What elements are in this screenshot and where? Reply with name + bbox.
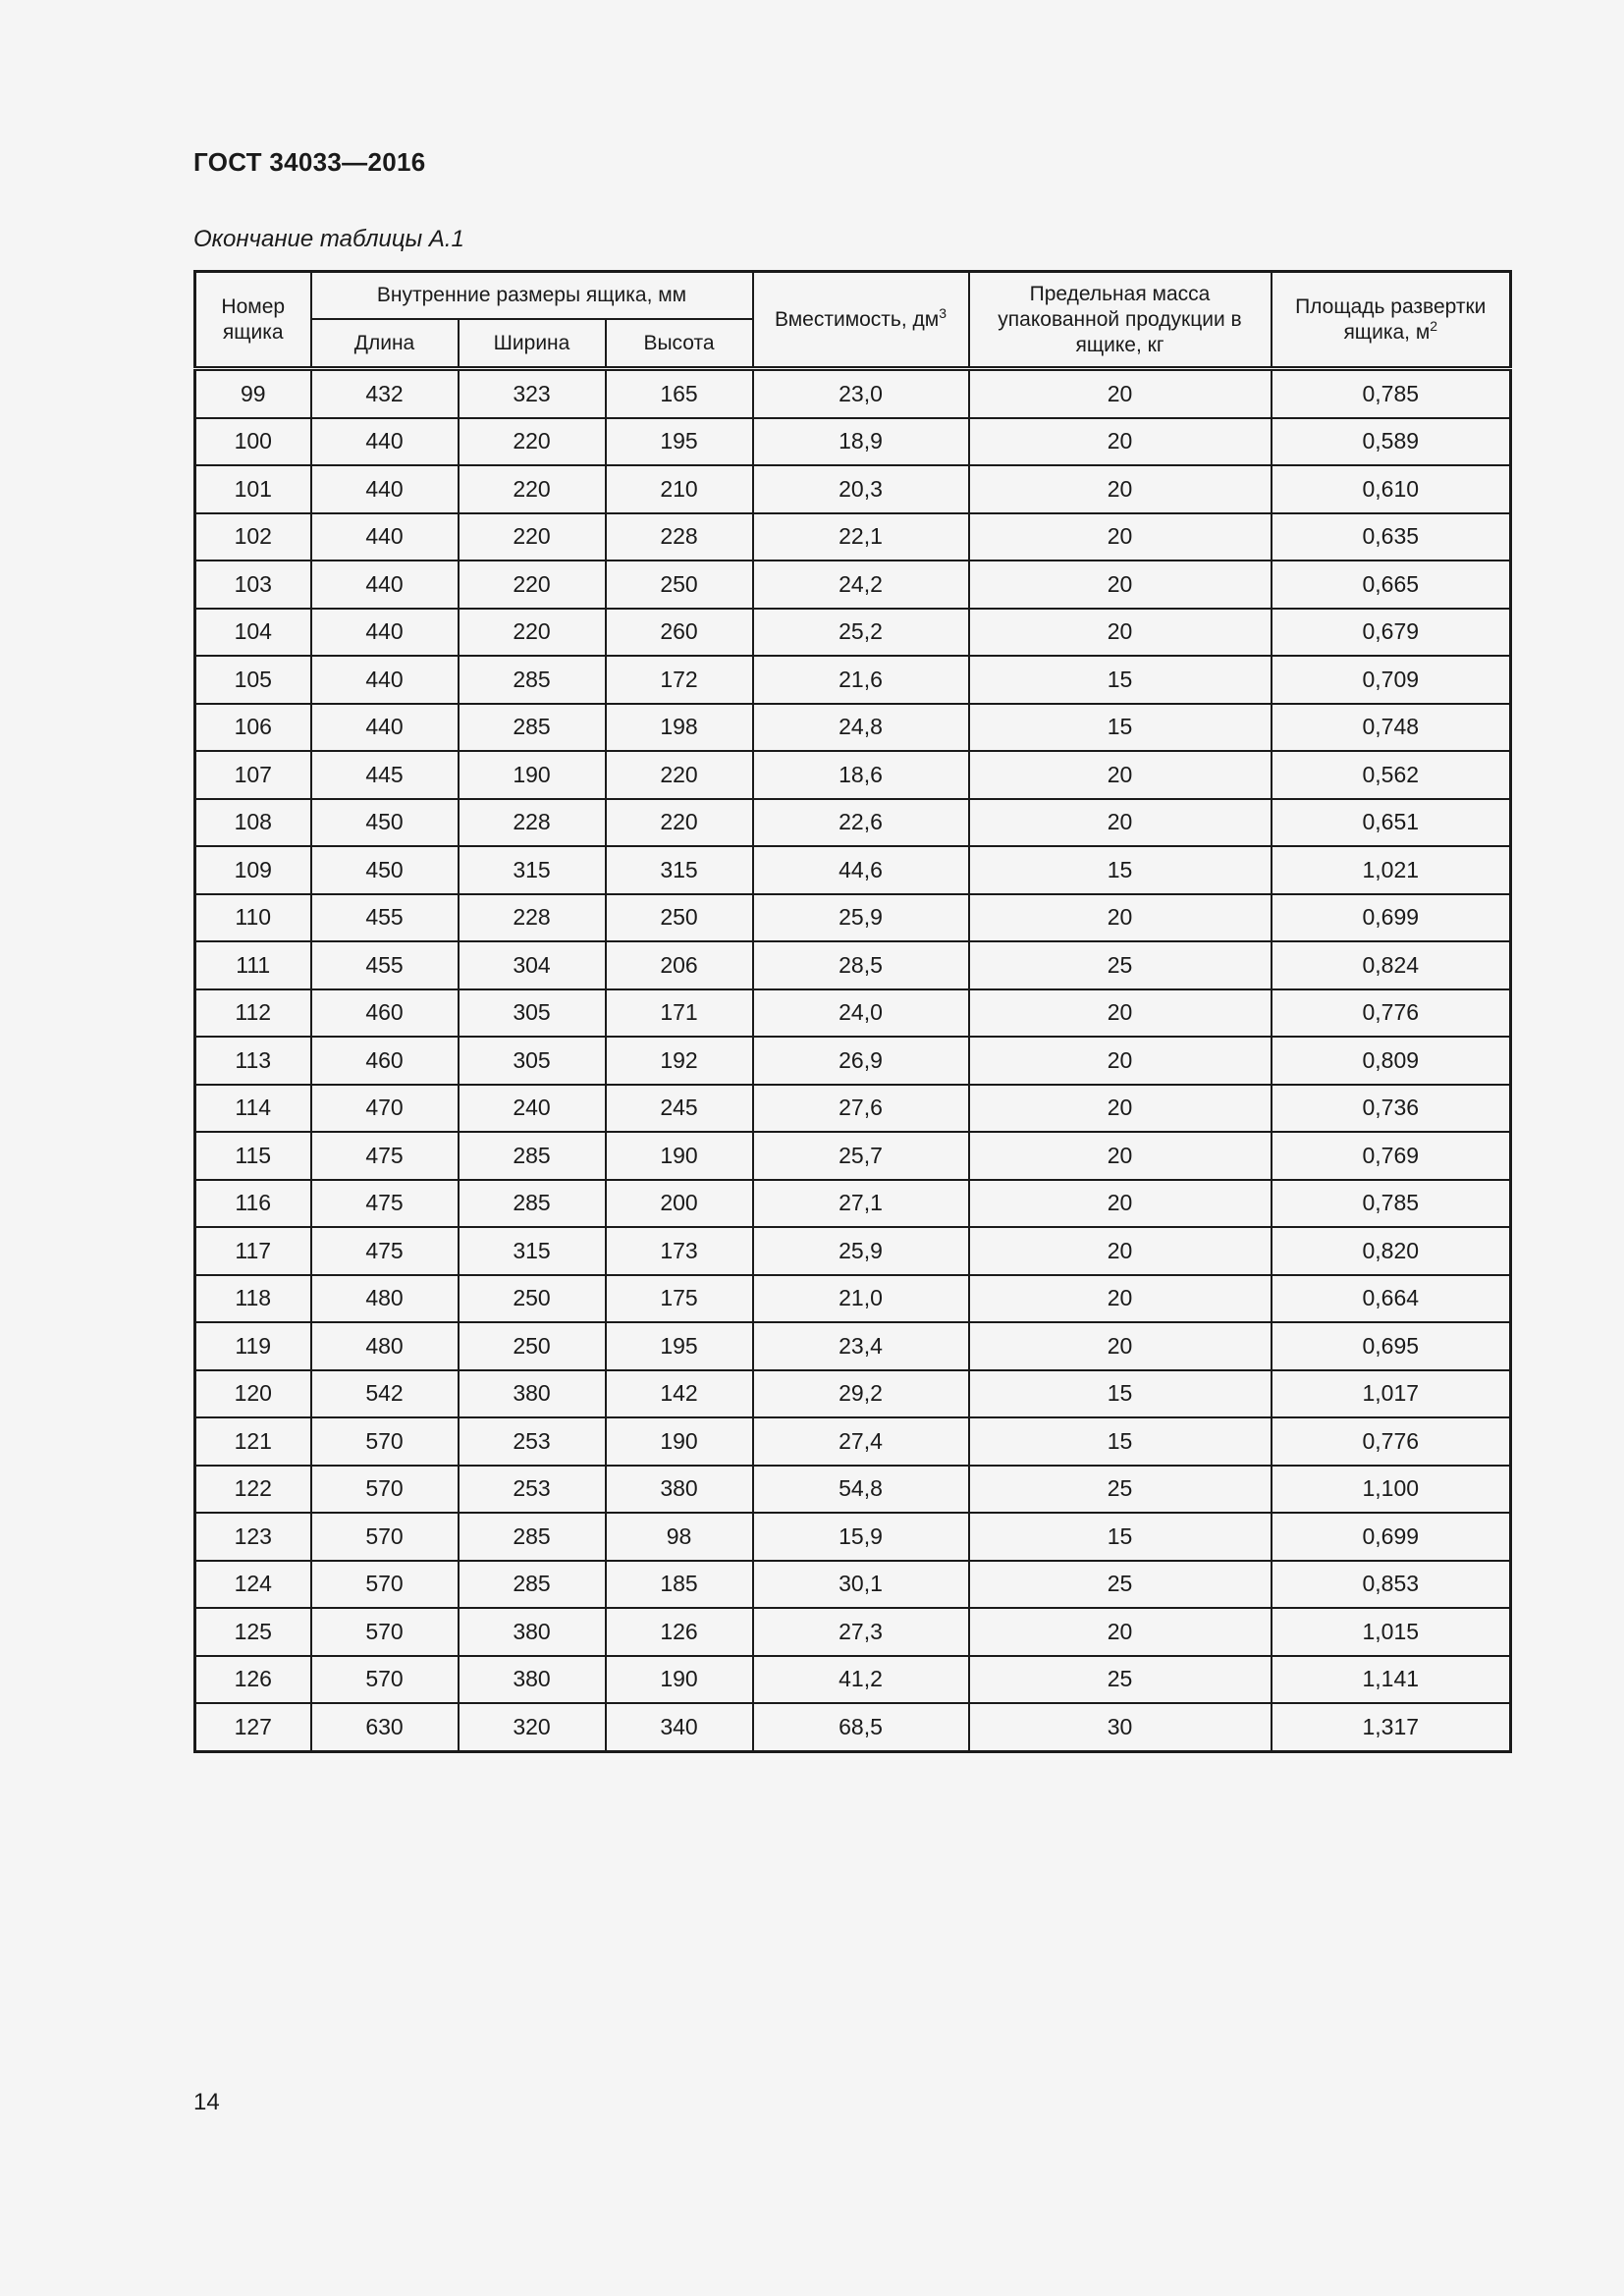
cell-box-number: 123	[195, 1513, 311, 1561]
header-inner-dimensions: Внутренние размеры ящика, мм	[311, 272, 753, 320]
cell-max-mass: 20	[969, 751, 1272, 799]
cell-length: 440	[311, 513, 459, 561]
cell-height: 210	[606, 465, 753, 513]
cell-length: 480	[311, 1275, 459, 1323]
cell-box-number: 120	[195, 1370, 311, 1418]
box-dimensions-table	[193, 270, 1512, 1753]
header-capacity-label: Вместимость, дм	[774, 307, 940, 331]
cell-box-number: 118	[195, 1275, 311, 1323]
cell-box-number: 110	[195, 894, 311, 942]
cell-max-mass: 20	[969, 1085, 1272, 1133]
cell-unfold-area: 0,809	[1272, 1037, 1511, 1085]
cell-height: 175	[606, 1275, 753, 1323]
table-row	[195, 1608, 1511, 1656]
cell-max-mass: 15	[969, 846, 1272, 894]
cell-max-mass: 15	[969, 1370, 1272, 1418]
cell-box-number: 104	[195, 609, 311, 657]
cell-height: 315	[606, 846, 753, 894]
cell-capacity: 25,2	[753, 609, 969, 657]
cell-unfold-area: 0,769	[1272, 1132, 1511, 1180]
cell-box-number: 103	[195, 561, 311, 609]
table-row	[195, 989, 1511, 1038]
cell-length: 432	[311, 369, 459, 418]
cell-height: 228	[606, 513, 753, 561]
cell-length: 475	[311, 1132, 459, 1180]
table-row	[195, 1561, 1511, 1609]
table-row	[195, 656, 1511, 704]
table-row	[195, 751, 1511, 799]
cell-length: 440	[311, 656, 459, 704]
cell-box-number: 124	[195, 1561, 311, 1609]
table-header	[195, 272, 1511, 369]
cell-height: 206	[606, 941, 753, 989]
cell-box-number: 107	[195, 751, 311, 799]
table-row	[195, 1275, 1511, 1323]
cell-width: 253	[459, 1417, 606, 1466]
cell-unfold-area: 0,695	[1272, 1322, 1511, 1370]
header-length: Длина	[311, 319, 459, 369]
cell-width: 240	[459, 1085, 606, 1133]
cell-capacity: 44,6	[753, 846, 969, 894]
table-row	[195, 609, 1511, 657]
table-row	[195, 1656, 1511, 1704]
cell-height: 190	[606, 1132, 753, 1180]
cell-box-number: 125	[195, 1608, 311, 1656]
cell-max-mass: 20	[969, 1180, 1272, 1228]
cell-height: 220	[606, 751, 753, 799]
cell-length: 570	[311, 1513, 459, 1561]
cell-width: 190	[459, 751, 606, 799]
cell-box-number: 122	[195, 1466, 311, 1514]
cell-length: 440	[311, 465, 459, 513]
cell-max-mass: 25	[969, 1466, 1272, 1514]
cell-capacity: 29,2	[753, 1370, 969, 1418]
table-row	[195, 846, 1511, 894]
page-number: 14	[193, 2089, 220, 2115]
cell-capacity: 22,1	[753, 513, 969, 561]
table-row	[195, 1370, 1511, 1418]
cell-height: 198	[606, 704, 753, 752]
cell-height: 220	[606, 799, 753, 847]
table-caption: Окончание таблицы А.1	[193, 226, 464, 252]
table-row	[195, 465, 1511, 513]
cell-capacity: 24,0	[753, 989, 969, 1038]
table-row	[195, 1513, 1511, 1561]
cell-capacity: 26,9	[753, 1037, 969, 1085]
cell-width: 315	[459, 1227, 606, 1275]
cell-width: 228	[459, 799, 606, 847]
cell-width: 228	[459, 894, 606, 942]
table-row	[195, 704, 1511, 752]
cell-capacity: 30,1	[753, 1561, 969, 1609]
cell-box-number: 101	[195, 465, 311, 513]
cell-length: 570	[311, 1608, 459, 1656]
cell-length: 630	[311, 1703, 459, 1751]
cell-box-number: 109	[195, 846, 311, 894]
header-max-mass-label: Предельная масса упакованной продукции в ящике, кг	[998, 282, 1242, 356]
cell-box-number: 116	[195, 1180, 311, 1228]
cell-width: 315	[459, 846, 606, 894]
cell-height: 190	[606, 1417, 753, 1466]
cell-width: 304	[459, 941, 606, 989]
header-width: Ширина	[459, 319, 606, 369]
cell-unfold-area: 0,776	[1272, 1417, 1511, 1466]
cell-unfold-area: 0,820	[1272, 1227, 1511, 1275]
cell-length: 445	[311, 751, 459, 799]
table-row	[195, 799, 1511, 847]
cell-length: 450	[311, 846, 459, 894]
cell-capacity: 27,1	[753, 1180, 969, 1228]
cell-unfold-area: 1,021	[1272, 846, 1511, 894]
cell-length: 542	[311, 1370, 459, 1418]
cell-max-mass: 25	[969, 941, 1272, 989]
cell-length: 460	[311, 1037, 459, 1085]
cell-box-number: 114	[195, 1085, 311, 1133]
cell-max-mass: 20	[969, 561, 1272, 609]
cell-box-number: 126	[195, 1656, 311, 1704]
cell-capacity: 54,8	[753, 1466, 969, 1514]
table-row	[195, 1037, 1511, 1085]
cell-unfold-area: 0,699	[1272, 894, 1511, 942]
cell-height: 192	[606, 1037, 753, 1085]
cell-width: 285	[459, 704, 606, 752]
cell-unfold-area: 1,317	[1272, 1703, 1511, 1751]
cell-height: 190	[606, 1656, 753, 1704]
cell-max-mass: 20	[969, 513, 1272, 561]
cell-max-mass: 20	[969, 1322, 1272, 1370]
cell-max-mass: 20	[969, 465, 1272, 513]
cell-box-number: 106	[195, 704, 311, 752]
cell-capacity: 25,9	[753, 894, 969, 942]
cell-height: 195	[606, 1322, 753, 1370]
table-row	[195, 1703, 1511, 1751]
cell-height: 340	[606, 1703, 753, 1751]
cell-height: 250	[606, 561, 753, 609]
cell-width: 253	[459, 1466, 606, 1514]
cell-width: 380	[459, 1370, 606, 1418]
cell-capacity: 23,0	[753, 369, 969, 418]
cell-height: 195	[606, 418, 753, 466]
cell-height: 380	[606, 1466, 753, 1514]
cell-box-number: 112	[195, 989, 311, 1038]
cell-height: 245	[606, 1085, 753, 1133]
cell-max-mass: 25	[969, 1656, 1272, 1704]
cell-width: 380	[459, 1608, 606, 1656]
cell-box-number: 111	[195, 941, 311, 989]
cell-unfold-area: 1,141	[1272, 1656, 1511, 1704]
cell-max-mass: 30	[969, 1703, 1272, 1751]
table-row	[195, 418, 1511, 466]
table-container	[193, 270, 1509, 1753]
cell-max-mass: 20	[969, 609, 1272, 657]
cell-width: 285	[459, 1561, 606, 1609]
cell-max-mass: 20	[969, 1037, 1272, 1085]
cell-max-mass: 20	[969, 799, 1272, 847]
cell-length: 470	[311, 1085, 459, 1133]
cell-width: 285	[459, 1513, 606, 1561]
cell-height: 185	[606, 1561, 753, 1609]
header-max-mass	[969, 272, 1272, 369]
cell-capacity: 68,5	[753, 1703, 969, 1751]
cell-height: 173	[606, 1227, 753, 1275]
cell-length: 440	[311, 561, 459, 609]
cell-width: 220	[459, 513, 606, 561]
cell-length: 455	[311, 894, 459, 942]
cell-length: 570	[311, 1417, 459, 1466]
cell-unfold-area: 0,664	[1272, 1275, 1511, 1323]
cell-width: 320	[459, 1703, 606, 1751]
cell-width: 305	[459, 989, 606, 1038]
table-row	[195, 1085, 1511, 1133]
cell-width: 305	[459, 1037, 606, 1085]
cell-capacity: 27,6	[753, 1085, 969, 1133]
cell-unfold-area: 0,853	[1272, 1561, 1511, 1609]
cell-length: 475	[311, 1227, 459, 1275]
cell-unfold-area: 0,610	[1272, 465, 1511, 513]
cell-length: 480	[311, 1322, 459, 1370]
cell-height: 126	[606, 1608, 753, 1656]
cell-unfold-area: 0,562	[1272, 751, 1511, 799]
cell-box-number: 102	[195, 513, 311, 561]
cell-capacity: 21,6	[753, 656, 969, 704]
cell-box-number: 108	[195, 799, 311, 847]
cell-width: 285	[459, 1132, 606, 1180]
cell-max-mass: 15	[969, 656, 1272, 704]
cell-height: 172	[606, 656, 753, 704]
cell-box-number: 105	[195, 656, 311, 704]
table-row	[195, 1466, 1511, 1514]
cell-max-mass: 20	[969, 1275, 1272, 1323]
cell-unfold-area: 0,589	[1272, 418, 1511, 466]
table-row	[195, 513, 1511, 561]
cell-width: 380	[459, 1656, 606, 1704]
cell-box-number: 99	[195, 369, 311, 418]
cell-length: 455	[311, 941, 459, 989]
cell-max-mass: 15	[969, 1417, 1272, 1466]
cell-capacity: 24,8	[753, 704, 969, 752]
cell-width: 220	[459, 465, 606, 513]
table-row	[195, 369, 1511, 418]
cell-width: 285	[459, 656, 606, 704]
cell-height: 260	[606, 609, 753, 657]
cell-max-mass: 20	[969, 418, 1272, 466]
cell-box-number: 119	[195, 1322, 311, 1370]
cell-max-mass: 20	[969, 369, 1272, 418]
cell-height: 200	[606, 1180, 753, 1228]
cell-max-mass: 25	[969, 1561, 1272, 1609]
cell-box-number: 127	[195, 1703, 311, 1751]
cell-max-mass: 20	[969, 894, 1272, 942]
cell-width: 220	[459, 609, 606, 657]
cell-capacity: 18,9	[753, 418, 969, 466]
cell-box-number: 113	[195, 1037, 311, 1085]
header-box-number: Номер ящика	[195, 272, 311, 369]
cell-unfold-area: 0,699	[1272, 1513, 1511, 1561]
table-row	[195, 1417, 1511, 1466]
cell-box-number: 100	[195, 418, 311, 466]
cell-capacity: 24,2	[753, 561, 969, 609]
cell-max-mass: 15	[969, 1513, 1272, 1561]
cell-capacity: 20,3	[753, 465, 969, 513]
cell-capacity: 27,3	[753, 1608, 969, 1656]
cell-length: 570	[311, 1656, 459, 1704]
table-row	[195, 1227, 1511, 1275]
table-row	[195, 1180, 1511, 1228]
cell-unfold-area: 0,679	[1272, 609, 1511, 657]
cell-unfold-area: 0,785	[1272, 369, 1511, 418]
cell-unfold-area: 1,017	[1272, 1370, 1511, 1418]
cell-unfold-area: 0,736	[1272, 1085, 1511, 1133]
cell-unfold-area: 1,015	[1272, 1608, 1511, 1656]
cell-max-mass: 20	[969, 989, 1272, 1038]
cell-length: 440	[311, 609, 459, 657]
cell-width: 285	[459, 1180, 606, 1228]
cell-length: 450	[311, 799, 459, 847]
cell-capacity: 41,2	[753, 1656, 969, 1704]
cell-max-mass: 20	[969, 1132, 1272, 1180]
header-unfold-area-label: Площадь развертки ящика, м	[1295, 294, 1487, 344]
cell-unfold-area: 0,785	[1272, 1180, 1511, 1228]
cell-unfold-area: 0,776	[1272, 989, 1511, 1038]
cell-height: 171	[606, 989, 753, 1038]
cell-capacity: 27,4	[753, 1417, 969, 1466]
cell-length: 460	[311, 989, 459, 1038]
cell-unfold-area: 0,709	[1272, 656, 1511, 704]
table-row	[195, 894, 1511, 942]
cell-length: 570	[311, 1466, 459, 1514]
cell-height: 250	[606, 894, 753, 942]
cell-max-mass: 20	[969, 1608, 1272, 1656]
cell-capacity: 21,0	[753, 1275, 969, 1323]
cell-height: 165	[606, 369, 753, 418]
cell-capacity: 23,4	[753, 1322, 969, 1370]
cell-length: 570	[311, 1561, 459, 1609]
header-height: Высота	[606, 319, 753, 369]
cell-capacity: 15,9	[753, 1513, 969, 1561]
cell-height: 98	[606, 1513, 753, 1561]
table-body	[195, 369, 1511, 1752]
document-header: ГОСТ 34033—2016	[193, 147, 426, 177]
cell-width: 250	[459, 1322, 606, 1370]
table-row	[195, 1132, 1511, 1180]
cell-width: 220	[459, 418, 606, 466]
cell-unfold-area: 0,651	[1272, 799, 1511, 847]
table-row	[195, 1322, 1511, 1370]
cell-width: 250	[459, 1275, 606, 1323]
header-unfold-area-exponent: 2	[1430, 317, 1438, 334]
cell-capacity: 22,6	[753, 799, 969, 847]
cell-capacity: 25,7	[753, 1132, 969, 1180]
cell-box-number: 117	[195, 1227, 311, 1275]
table-row	[195, 561, 1511, 609]
cell-capacity: 28,5	[753, 941, 969, 989]
cell-width: 323	[459, 369, 606, 418]
cell-max-mass: 15	[969, 704, 1272, 752]
cell-box-number: 121	[195, 1417, 311, 1466]
header-capacity	[753, 272, 969, 369]
cell-unfold-area: 1,100	[1272, 1466, 1511, 1514]
cell-unfold-area: 0,665	[1272, 561, 1511, 609]
header-capacity-exponent: 3	[939, 304, 947, 321]
cell-length: 440	[311, 418, 459, 466]
header-unfold-area	[1272, 272, 1511, 369]
cell-unfold-area: 0,748	[1272, 704, 1511, 752]
cell-capacity: 18,6	[753, 751, 969, 799]
cell-capacity: 25,9	[753, 1227, 969, 1275]
cell-height: 142	[606, 1370, 753, 1418]
cell-length: 475	[311, 1180, 459, 1228]
cell-max-mass: 20	[969, 1227, 1272, 1275]
table-row	[195, 941, 1511, 989]
cell-width: 220	[459, 561, 606, 609]
cell-unfold-area: 0,824	[1272, 941, 1511, 989]
cell-box-number: 115	[195, 1132, 311, 1180]
cell-unfold-area: 0,635	[1272, 513, 1511, 561]
cell-length: 440	[311, 704, 459, 752]
